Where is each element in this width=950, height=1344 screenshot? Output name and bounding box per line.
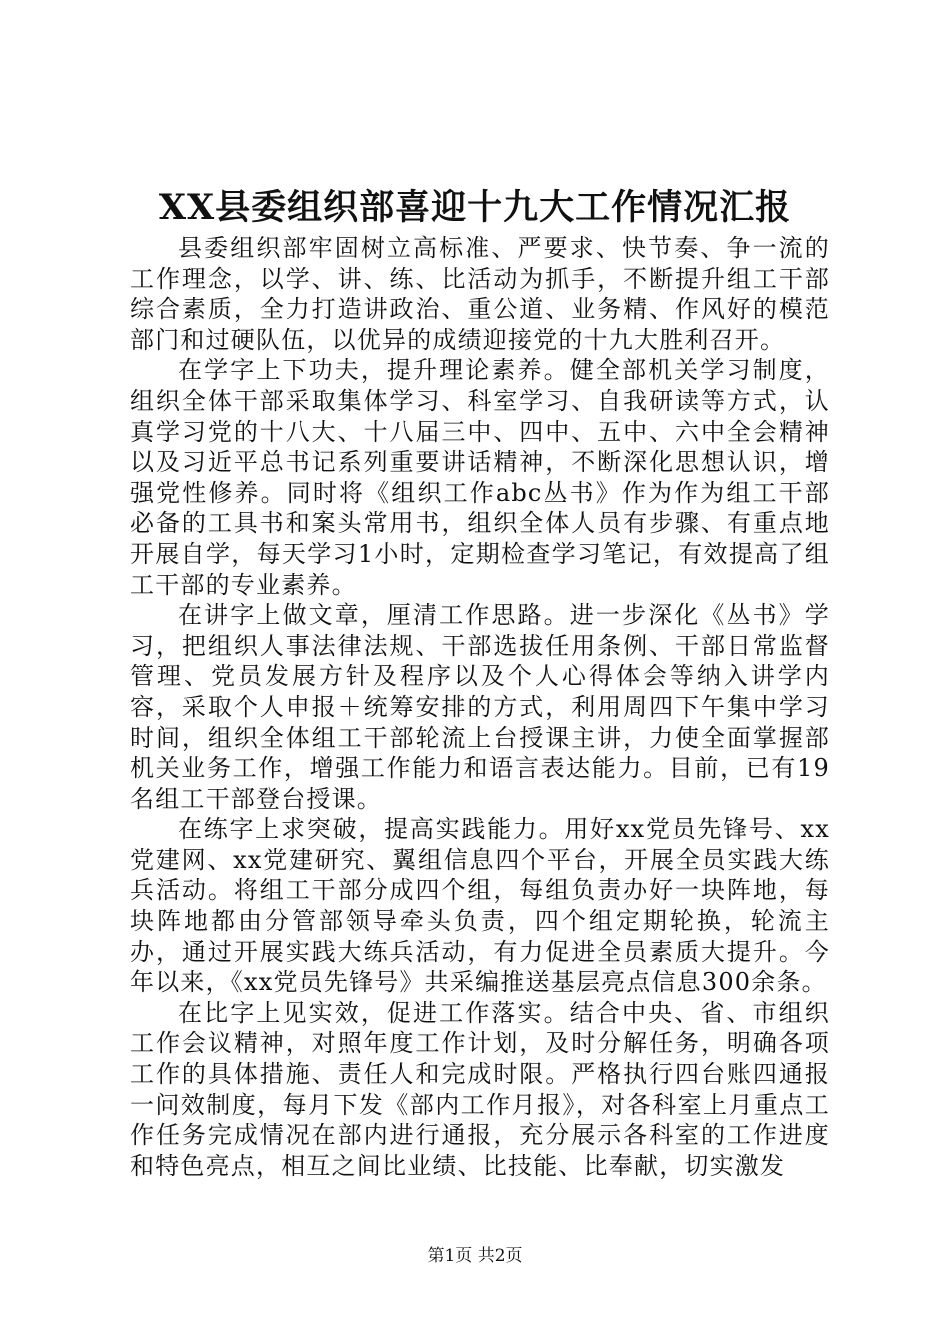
page-number-footer: 第1页 共2页 — [427, 1246, 523, 1266]
paragraph-lecture: 在讲字上做文章，厘清工作思路。进一步深化《丛书》学习，把组织人事法律法规、干部选拔任用条例、干部日常监督管理、党员发展方针及程序以及个人心得体会等纳入讲学内容，采取个人申报＋统筹安排的方式，利用周四下午集中学习时间，组织全体组工干部轮流上台授课主讲，力使全面掌握部机关业务工作，增强工作能力和语言表达能力。目前，已有19名组工干部登台授课。 — [130, 601, 830, 813]
paragraph-intro: 县委组织部牢固树立高标准、严要求、快节奏、争一流的工作理念，以学、讲、练、比活动为抓手，不断提升组工干部综合素质，全力打造讲政治、重公道、业务精、作风好的模范部门和过硬队伍，以优异的成绩迎接党的十九大胜利召开。 — [130, 234, 830, 354]
document-title: XX县委组织部喜迎十九大工作情况汇报 — [158, 187, 792, 228]
document-body — [130, 233, 830, 1181]
paragraph-study: 在学字上下功夫，提升理论素养。健全部机关学习制度，组织全体干部采取集体学习、科室学习、自我研读等方式，认真学习党的十八大、十八届三中、四中、五中、六中全会精神以及习近平总书记系列重要讲话精神，不断深化思想认识，增强党性修养。同时将《组织工作abc丛书》作为作为组工干部必备的工具书和案头常用书，组织全体人员有步骤、有重点地开展自学，每天学习1小时，定期检查学习笔记，有效提高了组工干部的专业素养。 — [130, 356, 830, 599]
paragraph-practice: 在练字上求突破，提高实践能力。用好xx党员先锋号、xx党建网、xx党建研究、翼组信息四个平台，开展全员实践大练兵活动。将组工干部分成四个组，每组负责办好一块阵地，每块阵地都由分管部领导牵头负责，四个组定期轮换，轮流主办，通过开展实践大练兵活动，有力促进全员素质大提升。今年以来，《xx党员先锋号》共采编推送基层亮点信息300余条。 — [130, 815, 830, 997]
paragraph-compare: 在比字上见实效，促进工作落实。结合中央、省、市组织工作会议精神，对照年度工作计划，及时分解任务，明确各项工作的具体措施、责任人和完成时限。严格执行四台账四通报一问效制度，每月下发《部内工作月报》，对各科室上月重点工作任务完成情况在部内进行通报，充分展示各科室的工作进度和特色亮点，相互之间比业绩、比技能、比奉献，切实激发 — [130, 998, 830, 1180]
